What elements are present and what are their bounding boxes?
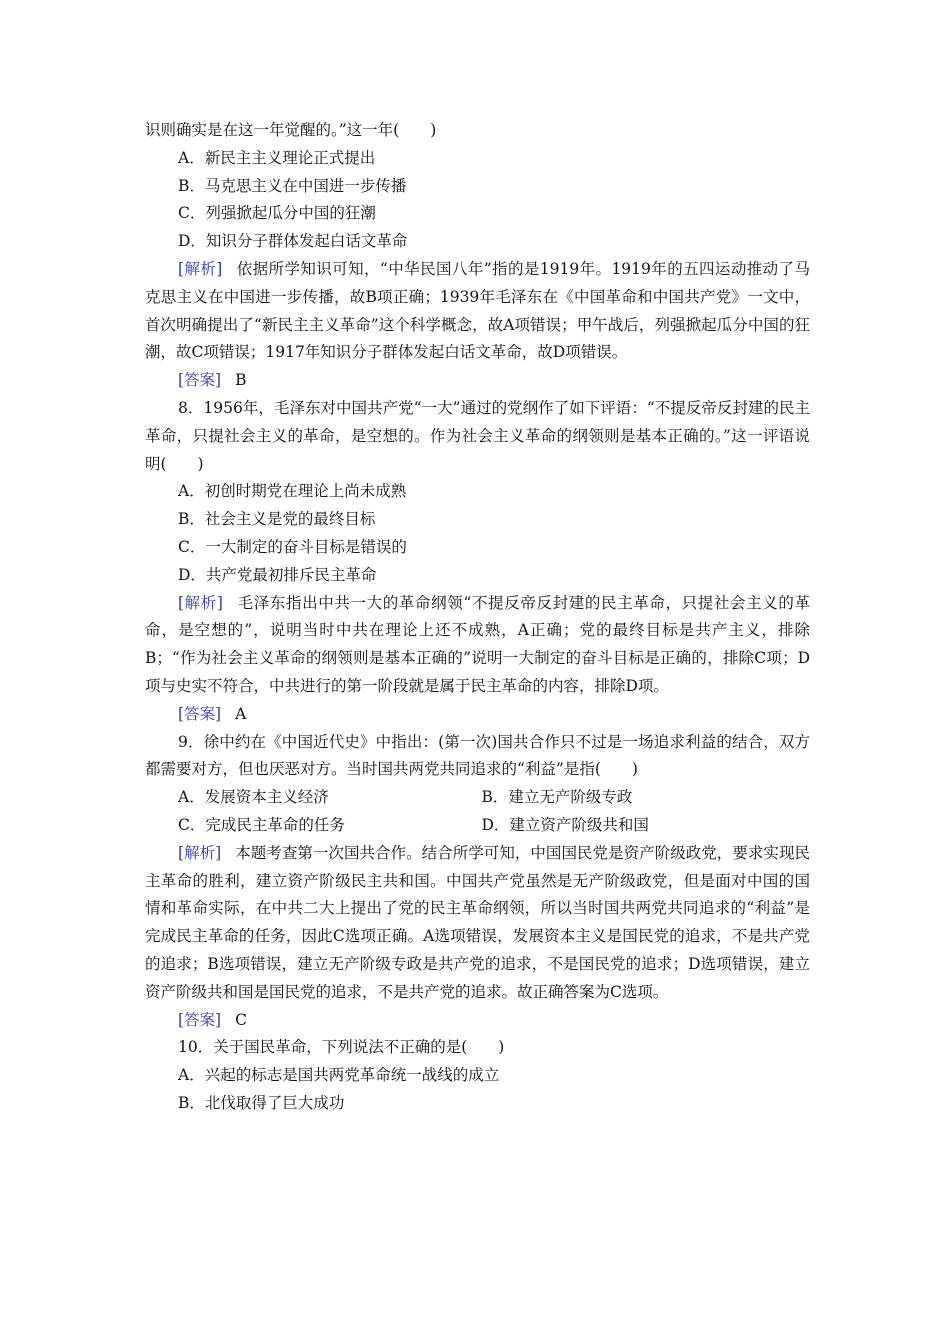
q10-option-a: A．兴起的标志是国共两党革命统一战线的成立 [178, 1066, 500, 1085]
q10-option-b: B．北伐取得了巨大成功 [178, 1093, 345, 1112]
q7-option-c: C．列强掀起瓜分中国的狂潮 [178, 204, 376, 223]
q10-stem: 10．关于国民革命，下列说法不正确的是( ) [178, 1038, 505, 1057]
q9-answer [145, 1007, 810, 1035]
q8-analysis [145, 590, 810, 701]
q8-answer-value: A [235, 704, 247, 723]
q7-analysis-tag: [解析] [178, 259, 223, 278]
q9-answer-tag: [答案] [178, 1010, 222, 1029]
q7-option-d: D．知识分子群体发起白话文革命 [178, 232, 408, 251]
q7-answer-value: B [235, 371, 247, 390]
q8-option-d: D．共产党最初排斥民主革命 [178, 565, 377, 584]
q9-option-c: C．完成民主革命的任务 [178, 815, 345, 834]
q9-options-row-2 [145, 812, 810, 840]
q9-analysis-text: 本题考查第一次国共合作。结合所学可知，中国国民党是资产阶级政党，要求实现民主革命的胜利，建立资产阶级民主共和国。中国共产党虽然是无产阶级政党，但是面对中国的国情和革命实际，在中共二大上提出了党的民主革命纲领，所以当时国共两党共同追求的“利益”是完成民主革命的任务，因此C选项正确。A选项错误，发展资本主义是国民党的追求，不是共产党的追求；B选项错误，建立无产阶级专政是共产党的追求，不是国民党的追求；D选项错误，建立资产阶级共和国是国民党的追求，不是共产党的追求。故正确答案为C选项。 [145, 843, 810, 1001]
q7-answer [145, 367, 810, 395]
q8-option-c: C．一大制定的奋斗目标是错误的 [178, 537, 407, 556]
q8-answer [145, 701, 810, 729]
q9-analysis-tag: [解析] [178, 843, 222, 862]
q9-option-d: D．建立资产阶级共和国 [481, 815, 649, 834]
q9-option-b: B．建立无产阶级专政 [481, 788, 633, 807]
q8-answer-tag: [答案] [178, 704, 222, 723]
q8-option-a: A．初创时期党在理论上尚未成熟 [178, 482, 407, 501]
document-page [145, 117, 810, 1118]
q7-analysis [145, 256, 810, 367]
q7-option-a: A．新民主主义理论正式提出 [178, 148, 376, 167]
q9-answer-value: C [235, 1010, 247, 1029]
q7-analysis-text: 依据所学知识可知，“中华民国八年”指的是1919年。1919年的五四运动推动了马克思主义在中国进一步传播，故B项正确；1939年毛泽东在《中国革命和中国共产党》一文中，首次明确提出了“新民主主义革命”这个科学概念，故A项错误；甲午战后，列强掀起瓜分中国的狂潮，故C项错误；1917年知识分子群体发起白话文革命，故D项错误。 [145, 259, 810, 362]
q9-options-row-1 [145, 784, 810, 812]
q7-stem-tail: 识则确实是在这一年觉醒的。”这一年( ) [145, 121, 437, 139]
q9-option-a: A．发展资本主义经济 [178, 788, 329, 807]
q9-analysis [145, 840, 810, 1007]
q9-stem: 9．徐中约在《中国近代史》中指出：(第一次)国共合作只不过是一场追求利益的结合，双方都需要对方，但也厌恶对方。当时国共两党共同追求的“利益”是指( ) [145, 732, 810, 779]
q7-answer-tag: [答案] [178, 371, 222, 390]
q7-option-b: B．马克思主义在中国进一步传播 [178, 176, 407, 195]
q8-analysis-tag: [解析] [178, 593, 223, 612]
q8-analysis-text: 毛泽东指出中共一大的革命纲领“不提反帝反封建的民主革命，只提社会主义的革命，是空想的”，说明当时中共在理论上还不成熟，A正确；党的最终目标是共产主义，排除B；“作为社会主义革命的纲领则是基本正确的”说明一大制定的奋斗目标是正确的，排除C项；D项与史实不符合，中共进行的第一阶段就是属于民主革命的内容，排除D项。 [145, 593, 810, 695]
q8-stem: 8．1956年，毛泽东对中国共产党“一大”通过的党纲作了如下评语：“不提反帝反封建的民主革命，只提社会主义的革命，是空想的。作为社会主义革命的纲领则是基本正确的。”这一评语说明( ) [145, 398, 810, 473]
q8-option-b: B．社会主义是党的最终目标 [178, 510, 376, 529]
